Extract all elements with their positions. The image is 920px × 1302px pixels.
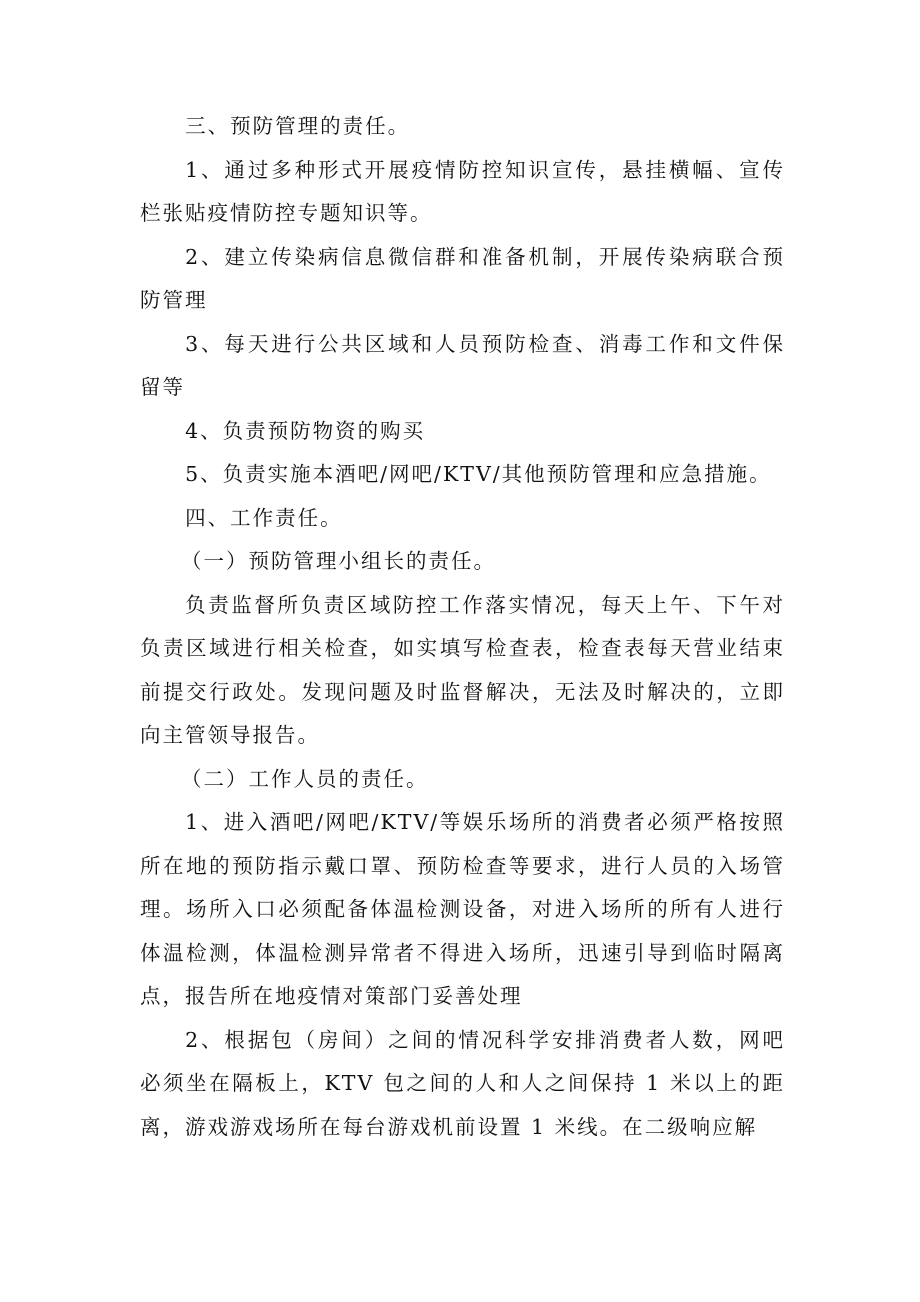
list-item: 4、负责预防物资的购买 <box>185 418 426 443</box>
list-item: 1、进入酒吧/网吧/KTV/等娱乐场所的消费者必须严格按照所在地的预防指示戴口罩、预防检查等要求，进行人员的入场管理。场所入口必须配备体温检测设备，对进入场所的所有人进行体温检测，体温检测异常者不得进入场所，迅速引导到临时隔离点，报告所在地疫情对策部门妥善处理 <box>140 810 785 1008</box>
list-item: 1、通过多种形式开展疫情防控知识宣传，悬挂横幅、宣传栏张贴疫情防控专题知识等。 <box>140 157 785 225</box>
list-item: 2、建立传染病信息微信群和准备机制，开展传染病联合预防管理 <box>140 244 785 312</box>
list-item: 3、每天进行公共区域和人员预防检查、消毒工作和文件保留等 <box>140 331 785 399</box>
body-paragraph: 负责监督所负责区域防控工作落实情况，每天上午、下午对负责区域进行相关检查，如实填写检查表，检查表每天营业结束前提交行政处。发现问题及时监督解决，无法及时解决的，立即向主管领导报告。 <box>140 592 785 747</box>
list-item: 2、根据包（房间）之间的情况科学安排消费者人数，网吧必须坐在隔板上，KTV 包之间的人和人之间保持 1 米以上的距离，游戏游戏场所在每台游戏机前设置 1 米线。在二级响应解 <box>140 1027 785 1139</box>
section-heading-3: 三、预防管理的责任。 <box>185 114 411 138</box>
subsection-heading-1: （一）预防管理小组长的责任。 <box>181 549 496 573</box>
section-heading-4: 四、工作责任。 <box>185 505 343 530</box>
subsection-heading-2: （二）工作人员的责任。 <box>181 766 429 791</box>
list-item: 5、负责实施本酒吧/网吧/KTV/其他预防管理和应急措施。 <box>185 462 772 486</box>
document-body <box>140 105 785 1149</box>
